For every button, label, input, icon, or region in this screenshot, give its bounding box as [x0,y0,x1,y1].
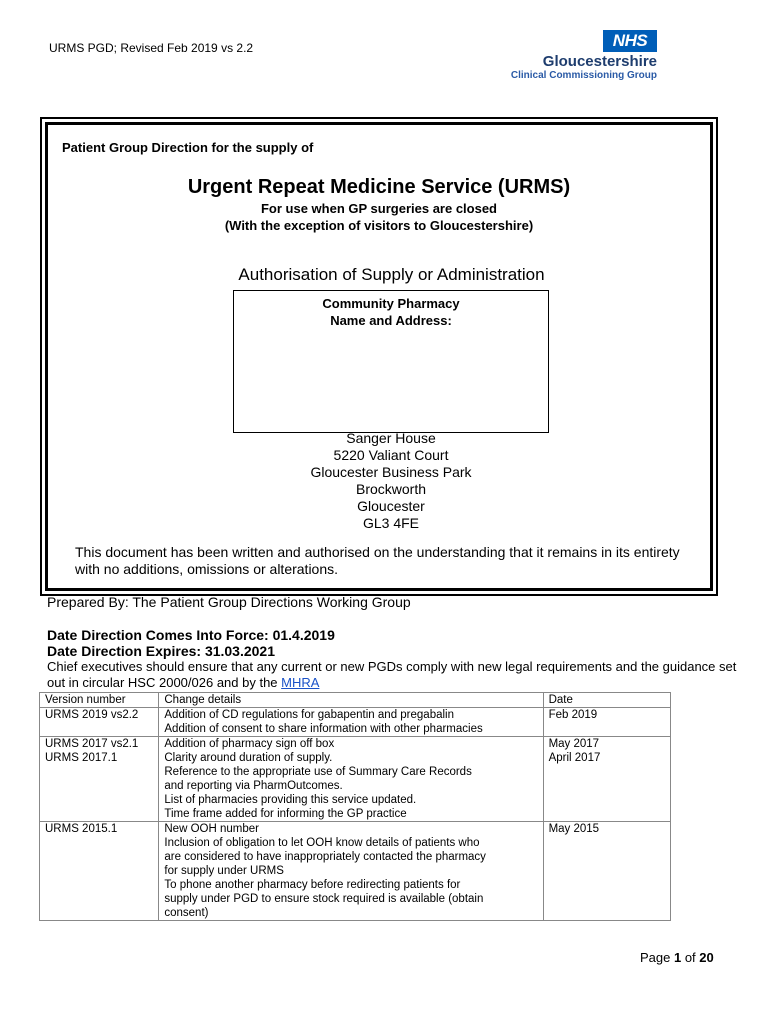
mhra-link[interactable]: MHRA [281,675,320,690]
address-block [233,430,549,532]
document-reference: URMS PGD; Revised Feb 2019 vs 2.2 [49,41,254,55]
table-row [40,822,671,921]
nhs-gloucestershire-logo [510,30,665,82]
date-comes-into-force: Date Direction Comes Into Force: 01.4.2019 [47,627,335,643]
pgd-intro-text: Patient Group Direction for the supply of [62,140,314,155]
document-title: Urgent Repeat Medicine Service (URMS) [187,176,571,198]
date-cell: May 2017 [543,737,670,752]
page-prefix: Page [640,950,674,965]
version-cell: URMS 2015.1 [40,822,159,921]
pharmacy-name-address-box[interactable] [233,290,549,433]
detail-line: List of pharmacies providing this service updated. [164,794,417,806]
chief-executives-note [47,659,737,691]
date-expires: Date Direction Expires: 31.03.2021 [47,643,276,659]
detail-line: Addition of CD regulations for gabapentin and pregabalin [164,709,454,721]
authorisation-heading: Authorisation of Supply or Administration [238,265,545,284]
page-total: 20 [699,950,714,965]
detail-line: New OOH number [164,823,259,835]
detail-line: and reporting via PharmOutcomes. [164,780,343,792]
version-cell: URMS 2019 vs2.2 [40,708,159,737]
version-cell: URMS 2017 vs2.1 [40,737,159,752]
detail-line: Inclusion of obligation to let OOH know details of patients who [164,837,480,849]
document-subtitle-1: For use when GP surgeries are closed [260,201,498,216]
authorisation-statement: This document has been written and authorised on the understanding that it remains in its entirety with no additions, omissions or alterations. [75,544,680,577]
details-cell [159,822,543,921]
detail-line: Clarity around duration of supply. [164,752,333,764]
prepared-by: Prepared By: The Patient Group Directions Working Group [47,594,411,610]
detail-line: Addition of consent to share information with other pharmacies [164,723,483,735]
address-line: GL3 4FE [362,515,420,531]
table-row [40,751,671,822]
page-number [640,950,714,965]
detail-line: To phone another pharmacy before redirecting patients for [164,879,461,891]
address-line: Sanger House [346,430,436,446]
date-cell: May 2015 [543,822,670,921]
table-row [40,737,671,752]
detail-line: Reference to the appropriate use of Summary Care Records [164,766,472,778]
logo-org-subtitle: Clinical Commissioning Group [510,70,657,81]
page-current: 1 [673,950,682,965]
details-cell [159,708,543,737]
nhs-logo-mark: NHS [603,30,657,52]
header-version: Version number [40,693,159,708]
address-line: Gloucester [357,498,425,514]
address-line: Gloucester Business Park [310,464,472,480]
chief-executives-text: Chief executives should ensure that any current or new PGDs comply with new legal requirements and the guidance set out in circular HSC 2000/026 and by the [47,659,737,690]
header-date: Date [543,693,670,708]
table-header-row [40,693,671,708]
table-row [40,708,671,737]
address-line: 5220 Valiant Court [333,447,449,463]
detail-line: for supply under URMS [164,865,284,877]
pharmacy-label-line-1: Community Pharmacy [322,296,460,311]
detail-line: are considered to have inappropriately contacted the pharmacy [164,851,486,863]
date-cell: April 2017 [543,751,670,822]
detail-line: consent) [164,907,209,919]
header-change-details: Change details [159,693,543,708]
detail-line: Time frame added for informing the GP practice [164,808,407,820]
pharmacy-label-line-2: Name and Address: [330,313,452,328]
page-of: of [681,950,700,965]
date-cell: Feb 2019 [543,708,670,737]
logo-org-name: Gloucestershire [542,53,657,70]
address-line: Brockworth [355,481,427,497]
document-subtitle-2: (With the exception of visitors to Gloucestershire) [224,218,534,233]
detail-line: supply under PGD to ensure stock required is available (obtain [164,893,484,905]
detail-line: Addition of pharmacy sign off box [164,738,335,750]
details-cell [159,737,543,752]
version-cell: URMS 2017.1 [40,751,159,822]
version-history-table [39,692,671,921]
details-cell [159,751,543,822]
